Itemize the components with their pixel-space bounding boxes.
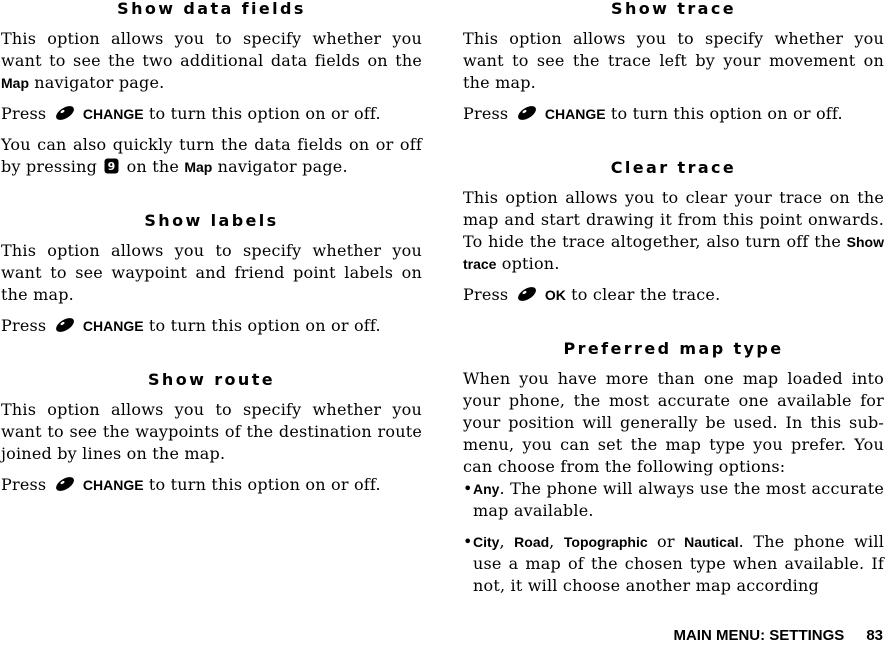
- page-number: 83: [866, 627, 883, 644]
- right-column: [463, 0, 884, 597]
- softkey-icon: [54, 476, 76, 492]
- keypad-9-key-icon: [104, 158, 119, 174]
- ui-term-change: CHANGE: [82, 477, 144, 493]
- ui-term-change: CHANGE: [82, 106, 144, 122]
- heading-show-trace: Show trace: [611, 0, 736, 18]
- section-show-data-fields: [1, 0, 422, 178]
- footer-section-title: MAIN MENU: SETTINGS: [673, 627, 845, 644]
- ui-term-topographic: Topographic: [563, 534, 648, 550]
- list-item: • Any. The phone will always use the most accurate map available.: [463, 479, 884, 520]
- ui-term-any: Any: [473, 481, 500, 497]
- svg-text:9: 9: [107, 160, 116, 173]
- ui-term-show-trace: Show trace: [463, 234, 884, 272]
- ui-term-map: Map: [184, 159, 213, 175]
- paragraph-show-trace-description: This option allows you to specify whether you want to see the trace left by your movement on the map.: [463, 29, 884, 92]
- bullet: •: [463, 532, 473, 551]
- softkey-icon: [54, 105, 76, 121]
- softkey-icon: [516, 286, 538, 302]
- ui-term-change: CHANGE: [82, 318, 144, 334]
- softkey-icon: [516, 105, 538, 121]
- paragraph-show-data-fields-press: Press CHANGE to turn this option on or off.: [1, 104, 381, 123]
- heading-show-route: Show route: [147, 370, 276, 389]
- paragraph-show-data-fields-shortcut: You can also quickly turn the data fields on or off by pressing 9 on the Map navigator page.: [1, 135, 422, 176]
- paragraph-clear-trace-description: This option allows you to clear your trace on the map and start drawing it from this point onwards. To hide the trace altogether, also turn off the Show trace option.: [463, 188, 884, 273]
- paragraph-show-route-description: This option allows you to specify whether you want to see the waypoints of the destination route joined by lines on the map.: [1, 400, 422, 463]
- paragraph-show-data-fields-description: This option allows you to specify whether you want to see the two additional data fields on the Map navigator page.: [1, 29, 422, 92]
- heading-show-data-fields: Show data fields: [117, 0, 306, 18]
- section-show-labels: [1, 212, 422, 337]
- heading-clear-trace: Clear trace: [610, 158, 737, 177]
- left-column: [1, 0, 422, 496]
- paragraph-show-labels-press: Press CHANGE to turn this option on or off.: [1, 316, 381, 335]
- heading-preferred-map-type: Preferred map type: [563, 339, 784, 358]
- map-type-options-list: [463, 478, 884, 597]
- list-item: • City, Road, Topographic or Nautical. The phone will use a map of the chosen type when available. If not, it will choose another map according: [463, 532, 885, 595]
- page-footer: [673, 627, 883, 645]
- ui-term-road: Road: [514, 534, 550, 550]
- paragraph-preferred-map-type-description: When you have more than one map loaded into your phone, the most accurate one available for your position will generally be used. In this sub-menu, you can set the map type you prefer. You can choose from the following options:: [463, 369, 884, 476]
- section-show-route: [1, 371, 422, 496]
- paragraph-show-route-press: Press CHANGE to turn this option on or off.: [1, 475, 381, 494]
- ui-term-city: City: [473, 534, 500, 550]
- section-clear-trace: [463, 159, 884, 306]
- softkey-icon: [54, 317, 76, 333]
- heading-show-labels: Show labels: [144, 211, 279, 230]
- section-preferred-map-type: [463, 340, 884, 597]
- section-show-trace: [463, 0, 884, 125]
- ui-term-map: Map: [1, 75, 29, 91]
- ui-term-nautical: Nautical: [684, 534, 739, 550]
- ui-term-change: CHANGE: [544, 106, 606, 122]
- paragraph-show-trace-press: Press CHANGE to turn this option on or off.: [463, 104, 843, 123]
- paragraph-show-labels-description: This option allows you to specify whether you want to see waypoint and friend point labels on the map.: [1, 241, 422, 304]
- bullet: •: [463, 479, 473, 498]
- ui-term-ok: OK: [544, 287, 566, 303]
- paragraph-clear-trace-press: Press OK to clear the trace.: [463, 285, 721, 304]
